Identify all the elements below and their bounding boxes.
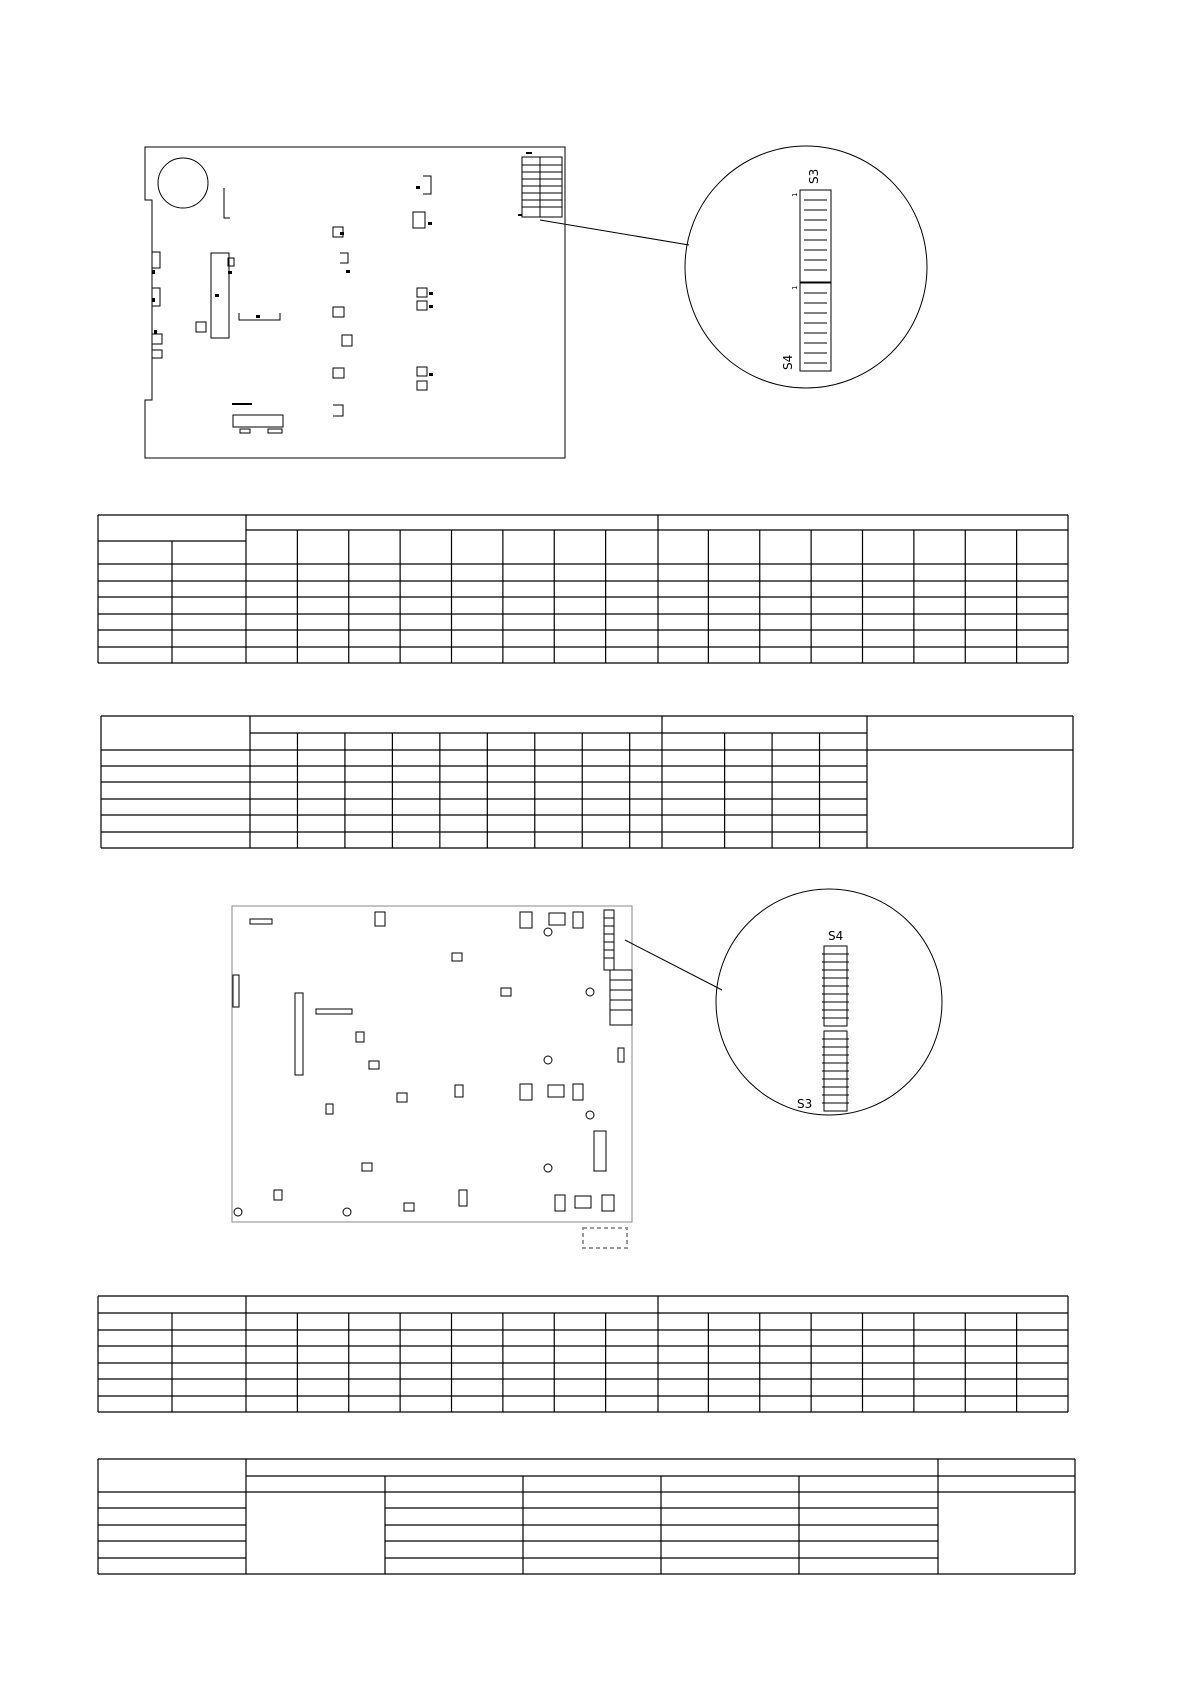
mounting-holes <box>234 928 594 1216</box>
pin-header-strip <box>604 910 614 970</box>
small-components-board-1 <box>333 176 431 416</box>
table-3 <box>98 1296 1068 1412</box>
bottom-connector <box>233 415 283 427</box>
board-1-outline <box>145 147 565 458</box>
s4-pin1-mark: 1 <box>791 285 799 290</box>
small-components-board-2 <box>233 912 624 1211</box>
table-2 <box>101 716 1073 848</box>
dip-switch-s4 <box>800 283 831 371</box>
s3-label-board-2: S3 <box>797 1097 813 1111</box>
s4-label-board-2: S4 <box>828 929 844 943</box>
zoom-circle-1 <box>685 146 927 388</box>
switch-connector-strip <box>522 157 562 217</box>
zoom-leader-2 <box>625 940 722 990</box>
fuse-holder-2 <box>520 1084 583 1100</box>
fuse-holder-1 <box>520 912 583 928</box>
fuse-holder-3 <box>555 1195 614 1211</box>
zoom-leader-1 <box>540 220 689 245</box>
battery-icon <box>158 158 208 208</box>
board-2-outline <box>232 906 632 1222</box>
circuit-board-2 <box>232 906 632 1222</box>
zoom-circle-2 <box>716 889 942 1115</box>
s3-label: S3 <box>807 168 821 184</box>
dip-switch-s3 <box>800 190 831 282</box>
tiny-labels-board-1 <box>152 152 532 405</box>
table-4 <box>98 1459 1075 1574</box>
s3-pin1-mark: 1 <box>791 192 799 197</box>
switch-block-board-2 <box>610 970 632 1025</box>
s4-label: S4 <box>781 354 795 370</box>
dashed-marker <box>583 1228 627 1248</box>
table-1 <box>98 515 1068 663</box>
ribbon-connector <box>211 253 229 338</box>
circuit-board-1 <box>145 147 565 458</box>
